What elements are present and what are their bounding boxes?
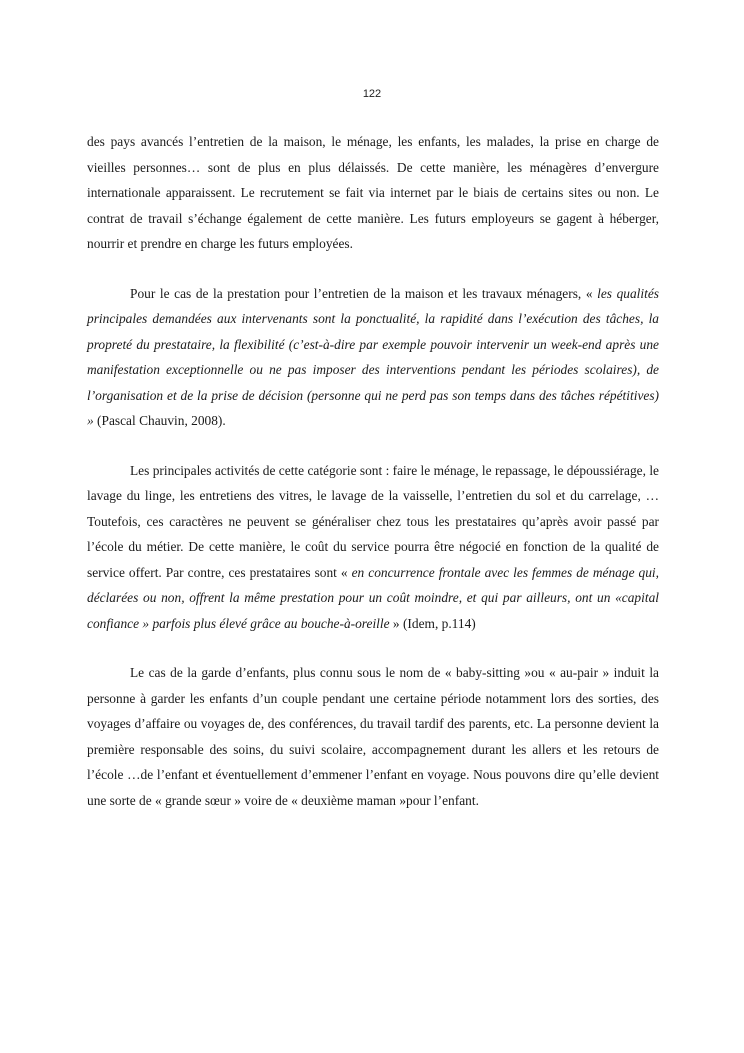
paragraph-2 [87,281,659,434]
paragraph-4-text: Le cas de la garde d’enfants, plus connu sous le nom de « baby-sitting »ou « au-pair » induit la personne à garder les enfants d’un couple pendant une certaine période notamment lors des sorties, des voyages d’affaire ou voyages de, des conférences, du travail tardif des parents, etc. La personne devient la première responsable des soins, du suivi scolaire, accompagnement durant les allers et les retours de l’école …de l’enfant et éventuellement d’emmener l’enfant en voyage. Nous pouvons dire qu’elle devient une sorte de « grande sœur » voire de « deuxième maman »pour l’enfant. [87,665,659,808]
paragraph-3-quote: en concurrence frontale avec les femmes de ménage qui, déclarées ou non, offrent la même prestation pour un coût moindre, et qui par ailleurs, ont un «capital confiance » parfois plus élevé grâce au bouche-à-oreille [87,564,659,631]
paragraph-3-intro: Les principales activités de cette catégorie sont : faire le ménage, le repassage, le dépoussiérage, le lavage du linge, les entretiens des vitres, le lavage de la vaisselle, l’entretien du sol et du carrelage, …Toutefois, ces caractères ne peuvent se généraliser chez tous les prestataires qu’après avoir passé par l’école du métier. De cette manière, le coût du service pourra être négocié en fonction de la qualité de service offert. Par contre, ces prestataires sont « [87,462,659,580]
paragraph-1 [87,129,659,257]
paragraph-2-quote: les qualités principales demandées aux intervenants sont la ponctualité, la rapidité dans l’exécution des tâches, la propreté du prestataire, la flexibilité (c’est-à-dire par exemple pouvoir intervenir un week-end après une manifestation exceptionnelle ou ne pas imposer des interventions pendant les périodes scolaires), de l’organisation et de la prise de décision (personne qui ne perd pas son temps dans des tâches répétitives) » [87,285,660,428]
paragraph-4 [87,660,659,813]
body-text [87,129,659,837]
paragraph-3 [87,458,659,637]
paragraph-2-intro: Pour le cas de la prestation pour l’entretien de la maison et les travaux ménagers, « [130,285,598,301]
page-number: 122 [362,88,382,100]
paragraph-1-text: des pays avancés l’entretien de la maison, le ménage, les enfants, les malades, la prise en charge de vieilles personnes… sont de plus en plus délaissés. De cette manière, les ménagères d’envergure internationale apparaissent. Le recrutement se fait via internet par le biais de certains sites ou non. Le contrat de travail s’échange également de cette manière. Les futurs employeurs se gagent à héberger, nourrir et prendre en charge les futurs employées. [87,134,659,251]
paragraph-3-citation: » (Idem, p.114) [389,615,476,631]
paragraph-2-citation: (Pascal Chauvin, 2008). [93,413,226,428]
